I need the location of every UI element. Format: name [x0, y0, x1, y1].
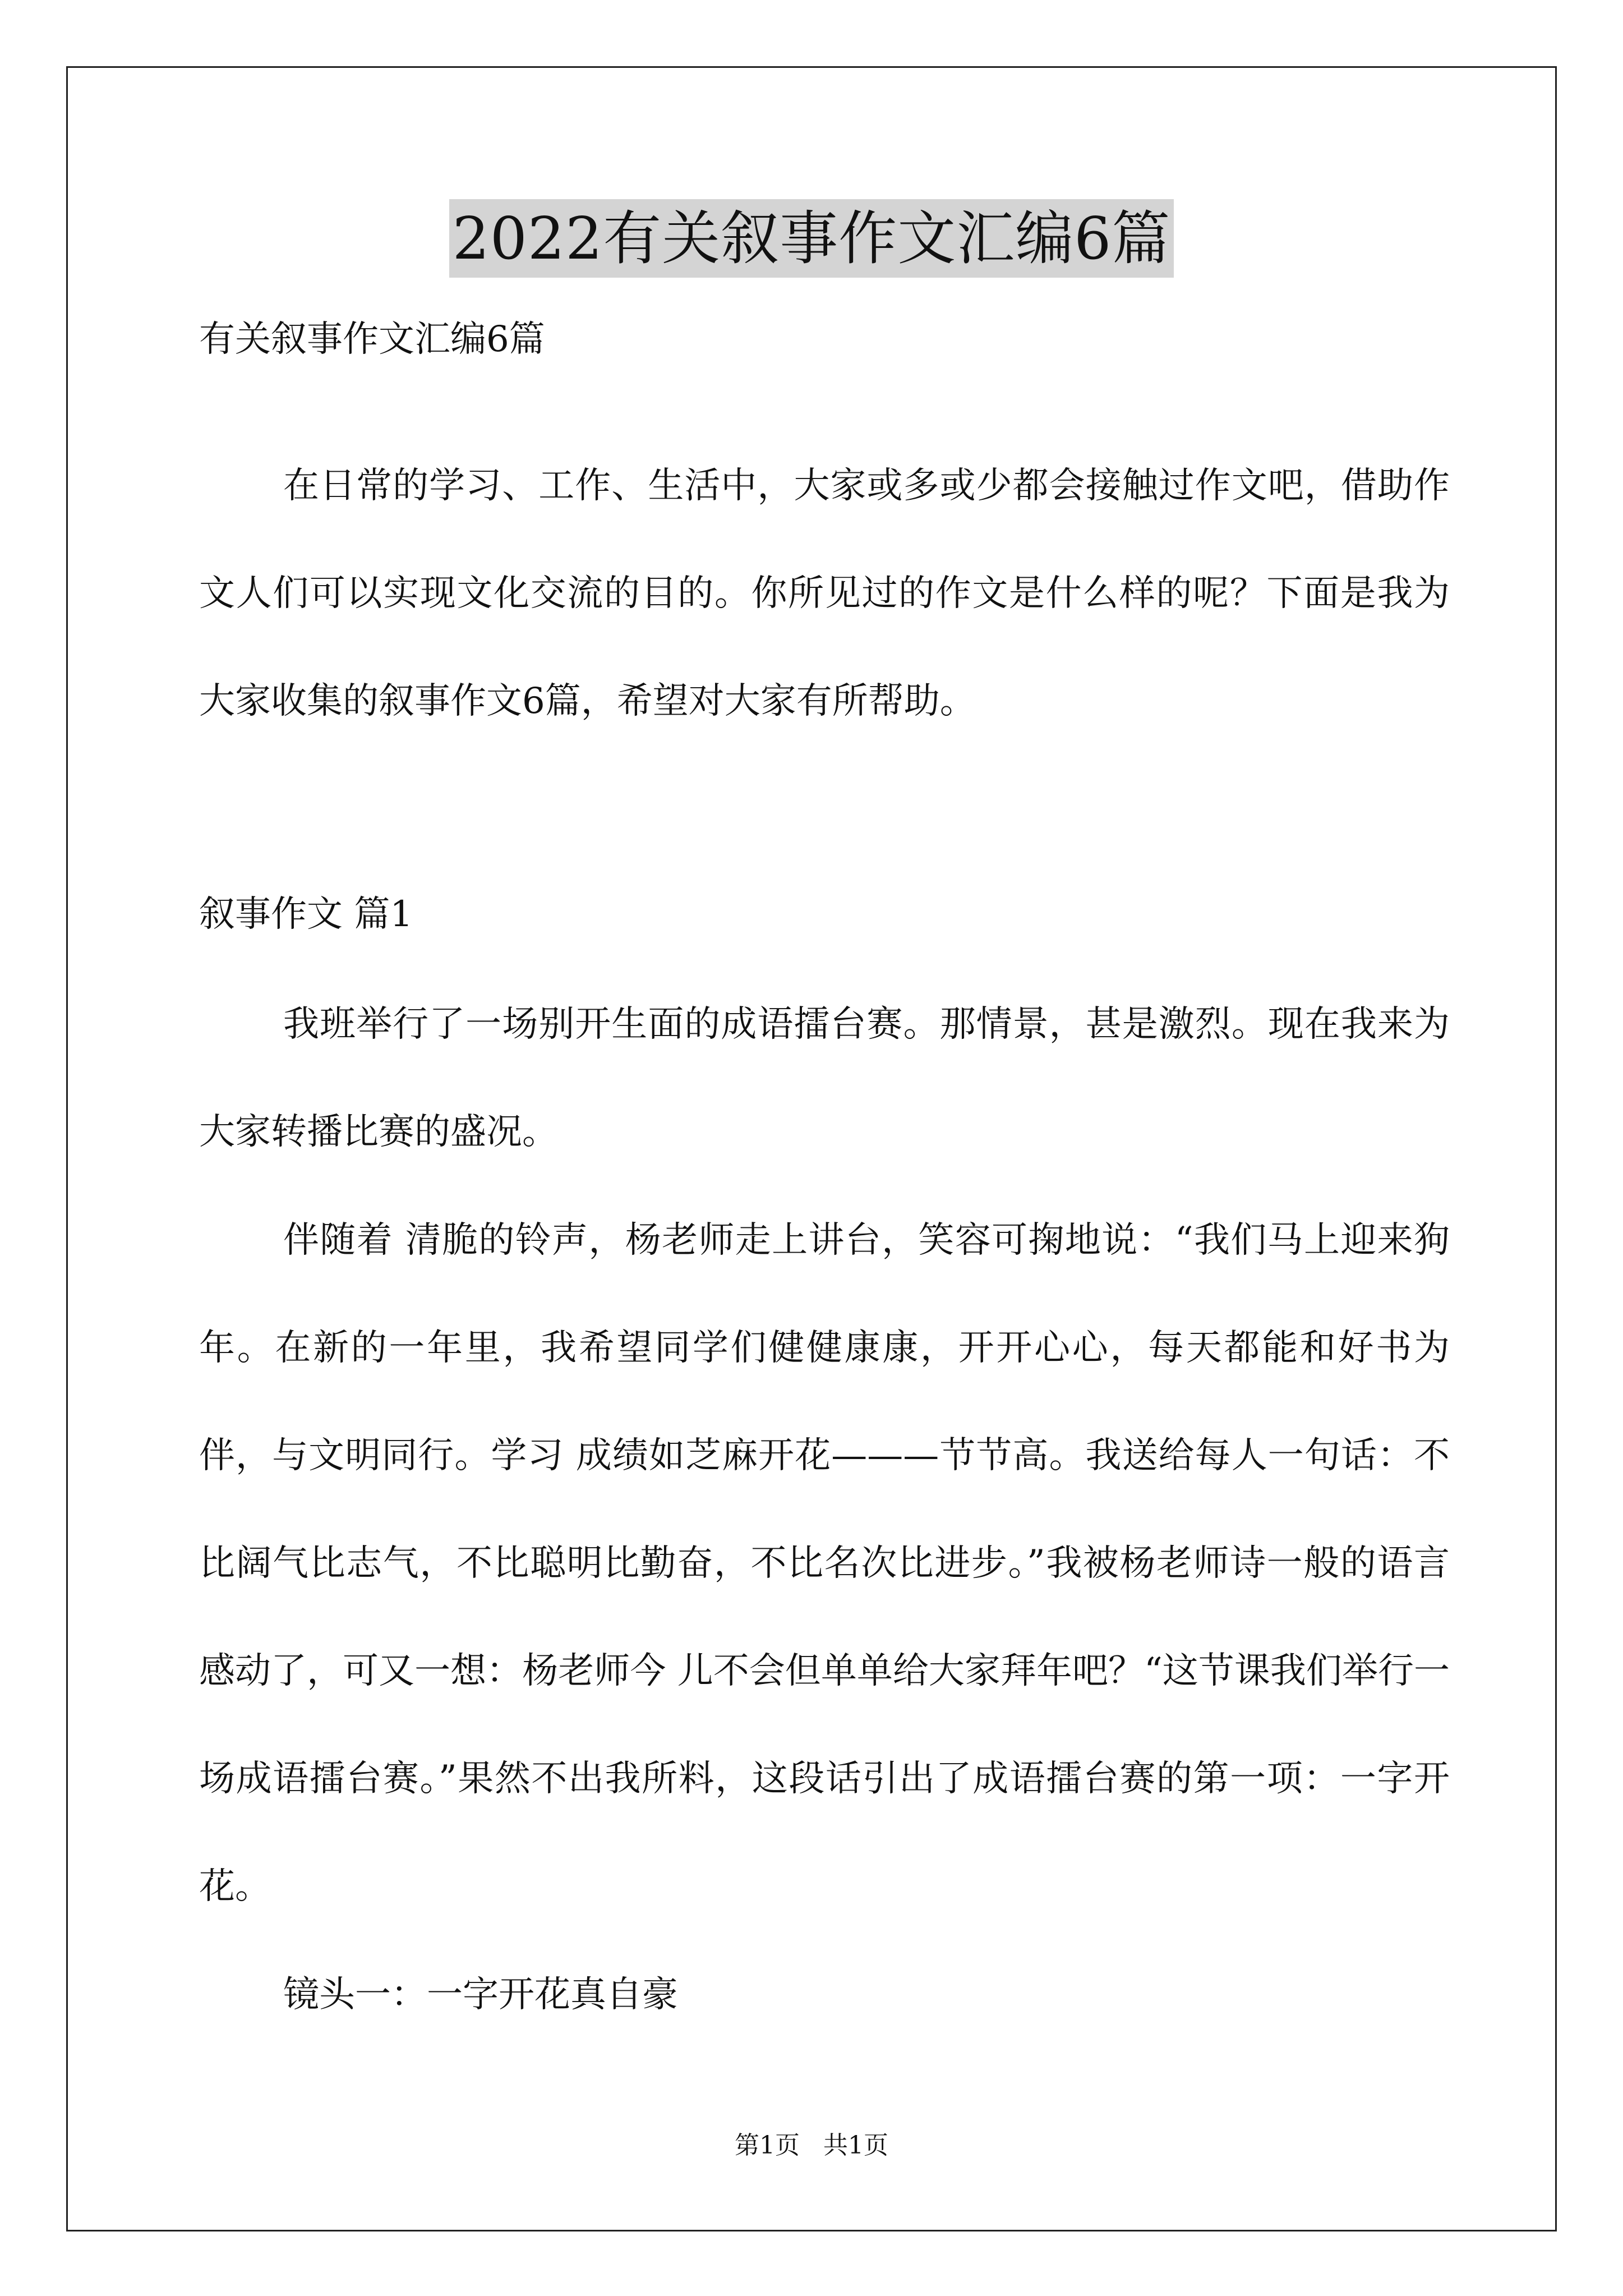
document-title-text: 2022有关叙事作文汇编6篇 [449, 199, 1174, 278]
document-title [0, 199, 1623, 278]
section-heading: 叙事作文 篇1 [199, 894, 413, 935]
page-number-footer: 第1页 共1页 [735, 2131, 888, 2160]
body-paragraph-3: 镜头一：一字开花真自豪 [283, 1974, 678, 2016]
body-paragraph-2: 伴随着 清脆的铃声，杨老师走上讲台，笑容可掬地说：“我们马上迎来狗年。在新的一年里，我希望同学们健健康康，开开心心，每天都能和好书为伴，与文明同行。学习 成绩如芝麻开花———节节高。我送给每人一句话：不比阔气比志气，不比聪明比勤奋，不比名次比进步。”我被杨老师诗一般的语言感动了，可又一想：杨老师今 儿不会但单单给大家拜年吧？“这节课我们举行一场成语擂台赛。”果然不出我所料，这段话引出了成语擂台赛的第一项：一字开花。 [199, 1220, 1450, 1907]
intro-paragraph: 在日常的学习、工作、生活中，大家或多或少都会接触过作文吧，借助作文人们可以实现文化交流的目的。你所见过的作文是什么样的呢？下面是我为大家收集的叙事作文6篇，希望对大家有所帮助。 [199, 465, 1450, 722]
body-paragraph-1: 我班举行了一场别开生面的成语擂台赛。那情景，甚是激烈。现在我来为大家转播比赛的盛况。 [199, 1004, 1450, 1153]
document-subtitle: 有关叙事作文汇编6篇 [199, 319, 545, 360]
